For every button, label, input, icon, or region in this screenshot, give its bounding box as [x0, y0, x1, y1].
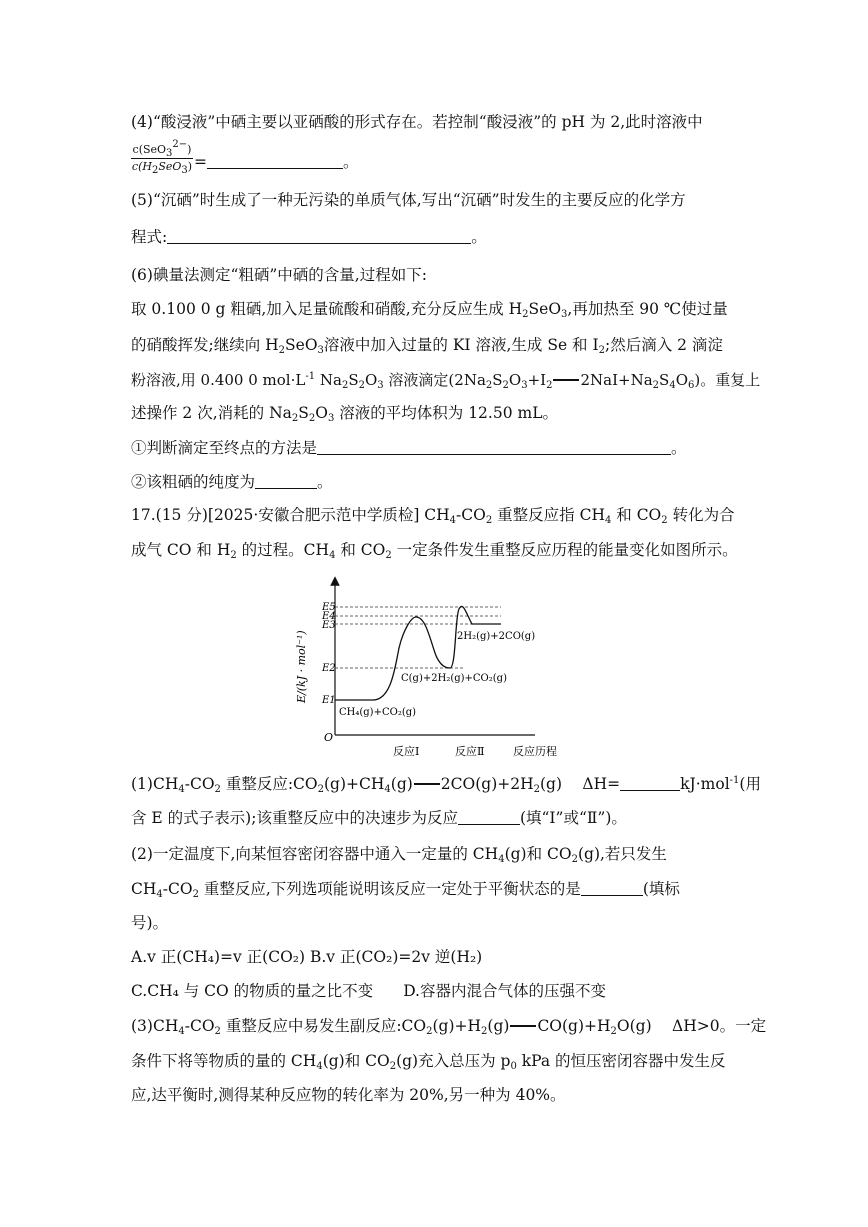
reaction-energy-curve [335, 606, 501, 700]
option-a[interactable]: A.v 正(CH₄)=v 正(CO₂) [131, 948, 306, 966]
q5-line1: (5)“沉硒”时生成了一种无污染的单质气体,写出“沉硒”时发生的主要反应的化学方 [131, 191, 686, 209]
q6-line4: 粉溶液,用 0.400 0 $mol\cdot L^{-1}$ $Na_2S_2O_3$ 溶液滴定($2Na_2S_2O_3+I_2$ $2NaI+Na_2S_4O_6$)。重复上 [131, 371, 761, 391]
q4-answer-line: = 。 [194, 153, 359, 171]
q4-line1: (4)“酸浸液”中硒主要以亚硒酸的形式存在。若控制“酸浸液”的 pH 为 2,此时溶液中 [131, 113, 703, 131]
p2-line1: (2)一定温度下,向某恒容密闭容器中通入一定量的 $CH_4(g)$和 $CO_2(g)$,若只发生 [131, 845, 667, 865]
y-axis-label: E/(kJ · mol⁻¹) [295, 630, 308, 703]
label-e3: E3 [322, 620, 336, 631]
reactant-label: CH₄(g)+CO₂(g) [339, 707, 417, 718]
option-d[interactable]: D.容器内混合气体的压强不变 [403, 982, 606, 1000]
x-label-reaction-2: 反应Ⅱ [455, 745, 485, 758]
x-label-reaction-1: 反应Ⅰ [393, 745, 420, 758]
p2-line2: $CH_4-CO_2$ 重整反应,下列选项能说明该反应一定处于平衡状态的是 (填标 [131, 880, 680, 900]
product-label: 2H₂(g)+2CO(g) [457, 631, 536, 642]
p2-options-cd [131, 980, 606, 1002]
option-b[interactable]: B.v 正(CO₂)=2v 逆(H₂) [309, 948, 483, 966]
q5-line2: 程式: 。 [131, 228, 487, 246]
q6-line2: 取 0.100 0 g 粗硒,加入足量硫酸和硝酸,充分反应生成 $H_2SeO_3$,再加热至 90 ℃使过量 [131, 300, 728, 320]
x-axis-title: 反应历程 [513, 745, 557, 758]
p1-line1: $(1)CH_4-CO_2$ 重整反应$:CO_2(g)+CH_4(g)$ $2CO(g)+2H_2(g)$ ΔH= kJ·mol$^{-1}$(用 [131, 775, 761, 795]
q6-sub2: ②该粗硒的纯度为 。 [131, 473, 333, 491]
concentration-ratio-fraction: c(SeO$_3^{2-}$) $c(H_2SeO_3)$ [131, 139, 193, 176]
q4-answer-blank[interactable] [207, 152, 343, 169]
label-e5: E5 [322, 602, 336, 613]
p2-line3: 号)。 [131, 914, 169, 932]
q17-line1: 17.(15 分)[2025·安徽合肥示范中学质检] $CH_4-CO_2$ 重整反应指 $CH_4$ 和 $CO_2$ 转化为合 [131, 506, 735, 526]
q5-answer-blank[interactable] [167, 227, 471, 244]
option-c[interactable]: C.CH₄ 与 CO 的物质的量之比不变 [131, 982, 374, 1000]
q17-line2: 成气 CO 和 $H_2$ 的过程。$CH_4$ 和 $CO_2$ 一定条件发生重整反应历程的能量变化如图所示。 [131, 541, 738, 561]
q6-line5: 述操作 2 次,消耗的 $Na_2S_2O_3$ 溶液的平均体积为 12.50 mL。 [131, 404, 558, 424]
label-e1: E1 [322, 695, 336, 706]
equals-sign-icon [553, 379, 579, 381]
p3-line1: $(3)CH_4-CO_2$ 重整反应中易发生副反应$:CO_2(g)+H_2(g)$ $CO(g)+H_2O(g)$ ΔH>0。一定 [131, 1017, 767, 1037]
q6-sub1-blank[interactable] [317, 438, 671, 455]
intermediate-label: C(g)+2H₂(g)+CO₂(g) [401, 673, 507, 684]
q6-sub2-blank[interactable] [255, 472, 317, 489]
p3-line2: 条件下将等物质的量的 $CH_4(g)$和 $CO_2(g)$充入总压为 $p_0$ kPa 的恒压密闭容器中发生反 [131, 1052, 726, 1072]
equilibrium-arrow-icon [414, 783, 440, 785]
q6-sub1: ①判断滴定至终点的方法是 。 [131, 439, 687, 457]
p2-answer-blank[interactable] [581, 879, 643, 896]
q6-line1: (6)碘量法测定“粗硒”中硒的含量,过程如下: [131, 266, 427, 284]
label-e4: E4 [322, 611, 336, 622]
p2-options-ab [131, 946, 482, 968]
p1-dh-blank[interactable] [620, 774, 680, 791]
label-e2: E2 [322, 663, 336, 674]
equilibrium-arrow-icon [510, 1025, 536, 1027]
energy-profile-diagram [295, 573, 585, 763]
p3-line3: 应,达平衡时,测得某种反应物的转化率为 20%,另一种为 40%。 [131, 1086, 566, 1104]
p1-step-blank[interactable] [458, 808, 520, 825]
origin-label: O [324, 731, 334, 744]
p1-line2: 含 E 的式子表示);该重整反应中的决速步为反应 (填“Ⅰ”或“Ⅱ”)。 [131, 809, 627, 827]
q6-line3: 的硝酸挥发;继续向 $H_2SeO_3$溶液中加入过量的 KI 溶液,生成 Se 和 $I_2$;然后滴入 2 滴淀 [131, 336, 723, 356]
